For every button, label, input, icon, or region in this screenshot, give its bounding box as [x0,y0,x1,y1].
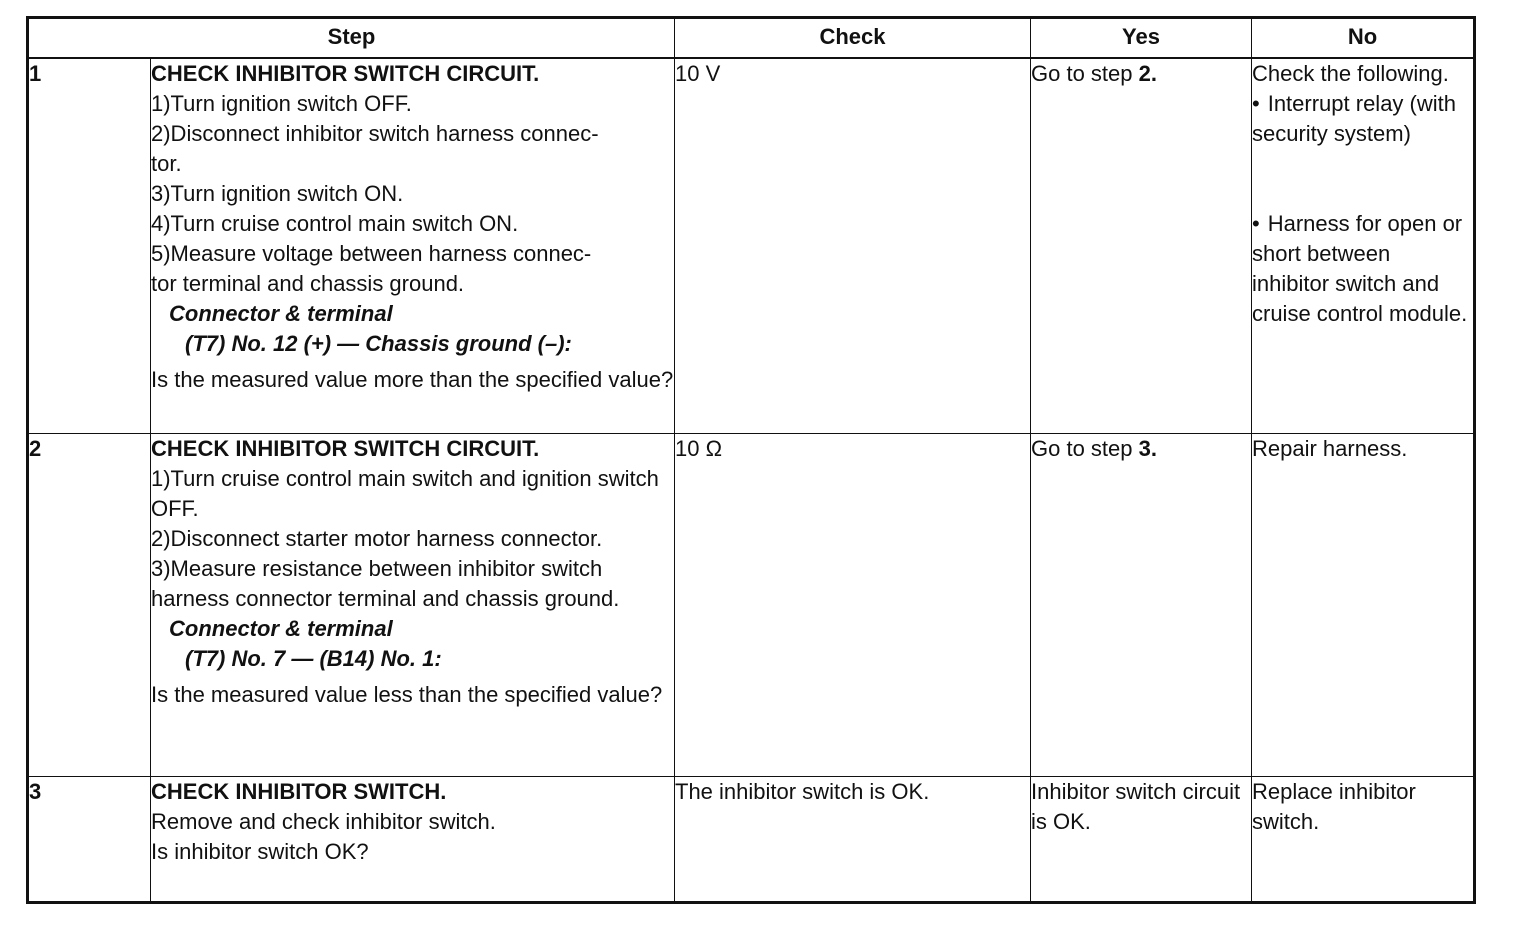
step-line: 1)Turn cruise control main switch and ignition switch OFF. [151,465,659,521]
step-line: 2)Disconnect inhibitor switch harness connec- [151,121,599,146]
table-row [28,776,1475,902]
step-line: tor. [151,151,182,176]
step-description [151,433,675,776]
header-no: No [1252,18,1475,59]
step-number: 1 [28,58,151,433]
step-line: 3)Turn ignition switch ON. [151,181,404,206]
no-list-item: • Interrupt relay (with security system) [1252,91,1456,146]
no-action [1252,58,1475,433]
step-line: 1)Turn ignition switch OFF. [151,91,412,116]
table-row [28,58,1475,433]
table-row [28,433,1475,776]
connector-terminal-label: Connector & terminal [169,615,393,641]
step-number: 2 [28,433,151,776]
step-line: 2)Disconnect starter motor harness connector. [151,525,603,551]
step-question: Is the measured value more than the specified value? [151,367,674,392]
yes-text: Go to step [1031,435,1133,461]
step-line: 3)Measure resistance between inhibitor switch harness connector terminal and chassis ground. [151,555,620,611]
diagnostic-table [26,16,1476,904]
check-value: The inhibitor switch is OK. [675,776,1031,902]
step-number: 3 [28,776,151,902]
step-line: Is inhibitor switch OK? [151,838,369,864]
step-line: tor terminal and chassis ground. [151,271,465,296]
header-row [28,18,1475,59]
step-line: 4)Turn cruise control main switch ON. [151,211,519,236]
check-value: 10 Ω [675,433,1031,776]
step-title: CHECK INHIBITOR SWITCH CIRCUIT. [151,61,540,86]
yes-action [1031,58,1252,433]
yes-text: Go to step [1031,61,1133,86]
yes-action: Inhibitor switch circuit is OK. [1031,776,1252,902]
yes-action [1031,433,1252,776]
no-list-item: • Harness for open or short between inhibitor switch and cruise control module. [1252,211,1468,326]
no-action: Replace inhibitor switch. [1252,776,1475,902]
header-yes: Yes [1031,18,1252,59]
yes-step-ref: 3. [1138,435,1157,461]
step-description [151,58,675,433]
no-action: Repair harness. [1252,433,1475,776]
step-title: CHECK INHIBITOR SWITCH CIRCUIT. [151,435,540,461]
step-question: Is the measured value less than the specified value? [151,681,663,707]
step-line: Remove and check inhibitor switch. [151,808,496,834]
connector-terminal-value: (T7) No. 12 (+) — Chassis ground (–): [185,331,572,356]
step-title: CHECK INHIBITOR SWITCH. [151,778,447,804]
yes-step-ref: 2. [1138,61,1157,86]
header-step: Step [28,18,675,59]
step-description [151,776,675,902]
header-check: Check [675,18,1031,59]
no-heading: Check the following. [1252,61,1449,86]
bullet-icon: • [1252,211,1260,236]
bullet-icon: • [1252,91,1260,116]
step-line: 5)Measure voltage between harness connec- [151,241,592,266]
connector-terminal-label: Connector & terminal [169,301,393,326]
connector-terminal-value: (T7) No. 7 — (B14) No. 1: [185,645,442,671]
check-value: 10 V [675,58,1031,433]
